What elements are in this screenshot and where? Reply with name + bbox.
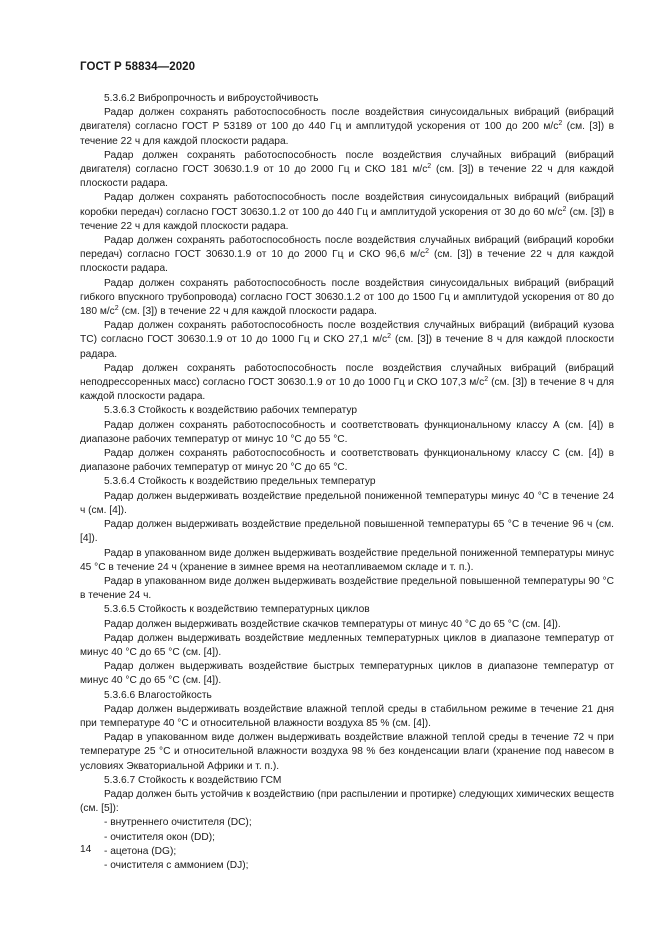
list-item: - ацетона (DG); [104,845,177,857]
paragraph: Радар в упакованном виде должен выдерживать воздействие предельной повышенной температуры 90 °С в течение 24 ч. [80,575,614,602]
list-item: - очистителя с аммонием (DJ); [104,859,249,871]
paragraph: Радар должен выдерживать воздействие скачков температуры от минус 40 °С до 65 °С (см. [4]). [104,618,561,630]
paragraph: Радар должен сохранять работоспособность после воздействия синусоидальных вибраций (вибраций коробки передач) согласно ГОСТ 30630.1.2 от 100 до 440 Гц и амплитудой ускорения от 30 до 60 $м/с^2$ (см. [3]) в течение 22 ч для каждой плоскости радара. [80,192,614,232]
paragraph: Радар должен выдерживать воздействие предельной повышенной температуры 65 °С в течение 96 ч (см. [4]). [80,519,614,545]
section-heading-5-3-6-6: 5.3.6.6 Влагостойкость [104,689,212,701]
section-heading-5-3-6-5: 5.3.6.5 Стойкость к воздействию температурных циклов [104,604,370,616]
paragraph: Радар в упакованном виде должен выдерживать воздействие предельной пониженной температуры минус 45 °С в течение 24 ч (хранение в зимнее время на неотапливаемом складе и т. п.). [80,547,614,573]
document-header: ГОСТ Р 58834—2020 [80,61,196,73]
paragraph: Радар должен сохранять работоспособность после воздействия синусоидальных вибраций (вибраций двигателя) согласно ГОСТ Р 53189 от 100 до 440 Гц и амплитудой ускорения от 100 до 200 $м/с^2$ (см. [3]) в течение 22 ч для каждой плоскости радара. [80,107,614,147]
paragraph: Радар должен выдерживать воздействие быстрых температурных циклов в диапазоне температур от минус 40 °С до 65 °С (см. [4]). [80,661,614,687]
document-body [80,92,614,873]
section-heading-5-3-6-7: 5.3.6.7 Стойкость к воздействию ГСМ [104,774,282,786]
paragraph: Радар должен сохранять работоспособность после воздействия случайных вибраций (вибраций неподрессоренных масс) согласно ГОСТ 30630.1.9 от 10 до 1000 Гц и СКО 107,3 $м/с^2$ (см. [3]) в течение 8 ч для каждой плоскости радара. [80,362,615,403]
paragraph: Радар должен сохранять работоспособность и соответствовать функциональному классу С (см. [4]) в диапазоне рабочих температур от минус 20 °С до 65 °С. [80,448,614,474]
paragraph: Радар в упакованном виде должен выдерживать воздействие влажной теплой среды в течение 72 ч при температуре 25 °С и относительной влажности воздуха 98 % без конденсации влаги (хранение под навесом в условиях Экваториальной Африки и т. п.). [80,732,614,772]
paragraph: Радар должен сохранять работоспособность после воздействия случайных вибраций (вибраций кузова ТС) согласно ГОСТ 30630.1.9 от 10 до 1000 Гц и СКО 27,1 $м/с^2$ (см. [3]) в течение 8 ч для каждой плоскости радара. [80,320,615,360]
paragraph: Радар должен выдерживать воздействие предельной пониженной температуры минус 40 °С в течение 24 ч (см. [4]). [80,490,614,516]
section-heading-5-3-6-2: 5.3.6.2 Вибропрочность и виброустойчивость [104,93,319,104]
paragraph: Радар должен выдерживать воздействие влажной теплой среды в стабильном режиме в течение 21 дня при температуре 40 °С и относительной влажности воздуха 85 % (см. [4]). [80,703,614,729]
paragraph: Радар должен сохранять работоспособность после воздействия синусоидальных вибраций (вибраций гибкого впускного трубопровода) согласно ГОСТ 30630.1.2 от 100 до 1500 Гц и амплитудой ускорения от 80 до 180 $м/с^2$ (см. [3]) в течение 22 ч для каждой плоскости радара. [80,277,614,318]
paragraph: Радар должен сохранять работоспособность и соответствовать функциональному классу А (см. [4]) в диапазоне рабочих температур от минус 10 °С до 55 °С. [80,419,614,445]
list-item: - очистителя окон (DD); [104,831,215,843]
paragraph: Радар должен выдерживать воздействие медленных температурных циклов в диапазоне температур от минус 40 °С до 65 °С (см. [4]). [80,632,614,658]
list-item: - внутреннего очистителя (DC); [104,817,252,829]
paragraph: Радар должен сохранять работоспособность после воздействия случайных вибраций (вибраций коробки передач) согласно ГОСТ 30630.1.9 от 10 до 2000 Гц и СКО 96,6 $м/с^2$ (см. [3]) в течение 22 ч для каждой плоскости радара. [80,235,614,275]
section-heading-5-3-6-3: 5.3.6.3 Стойкость к воздействию рабочих температур [104,405,358,417]
page-number: 14 [80,844,92,855]
paragraph: Радар должен сохранять работоспособность после воздействия случайных вибраций (вибраций двигателя) согласно ГОСТ 30630.1.9 от 10 до 2000 Гц и СКО 181 $м/с^2$ (см. [3]) в течение 22 ч для каждой плоскости радара. [80,149,614,190]
paragraph: Радар должен быть устойчив к воздействию (при распылении и протирке) следующих химических веществ (см. [5]): [80,788,614,815]
section-heading-5-3-6-4: 5.3.6.4 Стойкость к воздействию предельных температур [104,476,376,488]
